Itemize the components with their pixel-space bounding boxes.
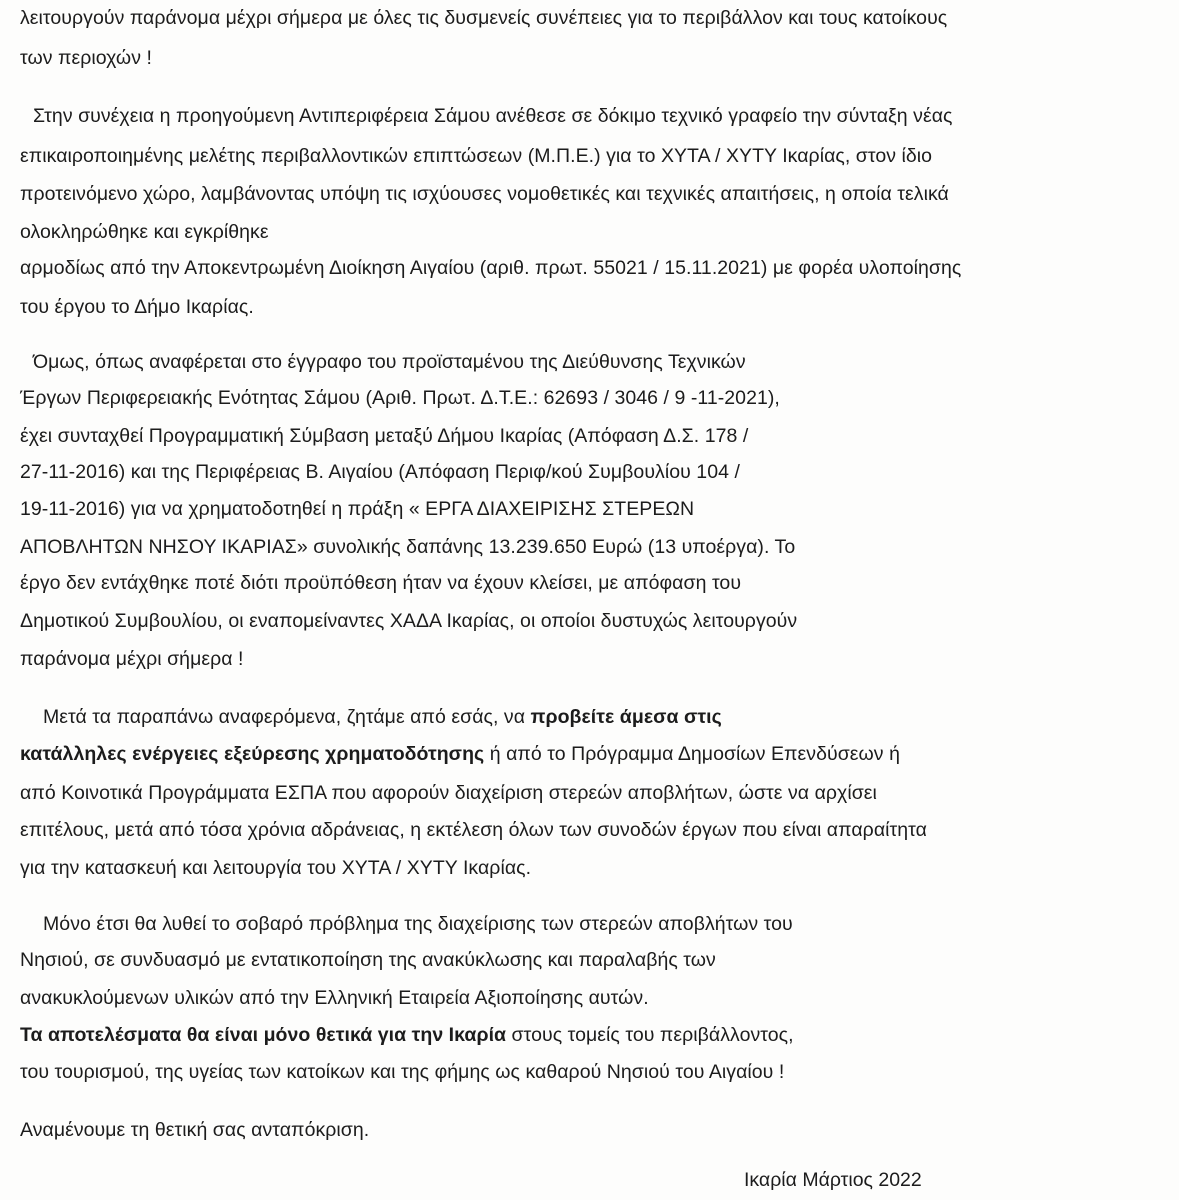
text-normal: Μετά τα παραπάνω αναφερόμενα, ζητάμε από εσάς, να [43,706,531,728]
text-line: ΑΠΟΒΛΗΤΩΝ ΝΗΣΟΥ ΙΚΑΡΙΑΣ» συνολικής δαπάνης 13.239.650 Ευρώ (13 υποέργα). Το [20,536,796,558]
text-line: έργο δεν εντάχθηκε ποτέ διότι προϋπόθεση ήταν να έχουν κλείσει, με απόφαση του [20,572,742,594]
text-line: Έργων Περιφερειακής Ενότητας Σάμου (Αριθ. Πρωτ. Δ.Τ.Ε.: 62693 / 3046 / 9 -11-2021), [20,387,780,409]
text-bold: προβείτε άμεσα στις [530,706,722,728]
text-line: επικαιροποιημένης μελέτης περιβαλλοντικών επιπτώσεων (Μ.Π.Ε.) για το ΧΥΤΑ / ΧΥΤΥ Ικαρίας, στον ίδιο [20,145,933,167]
text-line: έχει συνταχθεί Προγραμματική Σύμβαση μεταξύ Δήμου Ικαρίας (Απόφαση Δ.Σ. 178 / [20,425,749,447]
text-line: Αναμένουμε τη θετική σας ανταπόκριση. [20,1119,370,1141]
text-line: Στην συνέχεια η προηγούμενη Αντιπεριφέρεια Σάμου ανέθεσε σε δόκιμο τεχνικό γραφείο την σύνταξη νέας [33,105,953,127]
text-line [20,742,900,766]
text-line: αρμοδίως από την Αποκεντρωμένη Διοίκηση Αιγαίου (αριθ. πρωτ. 55021 / 15.11.2021) με φορέα υλοποίησης [20,257,962,279]
text-line: 19-11-2016) για να χρηματοδοτηθεί η πράξη « ΕΡΓΑ ΔΙΑΧΕΙΡΙΣΗΣ ΣΤΕΡΕΩΝ [20,498,695,520]
text-line [20,1023,794,1047]
text-line: 27-11-2016) και της Περιφέρειας Β. Αιγαίου (Απόφαση Περιφ/κού Συμβουλίου 104 / [20,461,740,483]
text-line: των περιοχών ! [20,47,152,69]
text-normal: στους τομείς του περιβάλλοντος, [506,1024,794,1046]
text-normal: ή από το Πρόγραμμα Δημοσίων Επενδύσεων ή [484,743,900,765]
text-line: Μόνο έτσι θα λυθεί το σοβαρό πρόβλημα της διαχείρισης των στερεών αποβλήτων του [43,913,793,935]
signoff-date: Ικαρία Μάρτιος 2022 [744,1169,922,1191]
text-line: ολοκληρώθηκε και εγκρίθηκε [20,221,269,243]
text-line: για την κατασκευή και λειτουργία του ΧΥΤΑ / ΧΥΤΥ Ικαρίας. [20,857,532,879]
text-line: λειτουργούν παράνομα μέχρι σήμερα με όλες τις δυσμενείς συνέπειες για το περιβάλλον και τους κατοίκους [20,7,948,29]
text-bold: κατάλληλες ενέργειες εξεύρεσης χρηματοδότησης [20,743,485,765]
text-line: ανακυκλούμενων υλικών από την Ελληνική Εταιρεία Αξιοποίησης αυτών. [20,987,649,1009]
text-line [43,705,722,729]
text-line: προτεινόμενο χώρο, λαμβάνοντας υπόψη τις ισχύουσες νομοθετικές και τεχνικές απαιτήσεις, η οποία τελικά [20,183,949,205]
text-bold: Τα αποτελέσματα θα είναι μόνο θετικά για την Ικαρία [20,1024,507,1046]
text-line: Δημοτικού Συμβουλίου, οι εναπομείναντες ΧΑΔΑ Ικαρίας, οι οποίοι δυστυχώς λειτουργούν [20,610,798,632]
text-line: του τουρισμού, της υγείας των κατοίκων και της φήμης ως καθαρού Νησιού του Αιγαίου ! [20,1061,785,1083]
text-line: Όμως, όπως αναφέρεται στο έγγραφο του προϊσταμένου της Διεύθυνσης Τεχνικών [33,351,746,373]
text-line: επιτέλους, μετά από τόσα χρόνια αδράνειας, η εκτέλεση όλων των συνοδών έργων που είναι απαραίτητα [20,819,927,841]
text-line: από Κοινοτικά Προγράμματα ΕΣΠΑ που αφορούν διαχείριση στερεών αποβλήτων, ώστε να αρχίσει [20,782,877,804]
text-line: Νησιού, σε συνδυασμό με εντατικοποίηση της ανακύκλωσης και παραλαβής των [20,949,716,971]
text-line: παράνομα μέχρι σήμερα ! [20,648,244,670]
text-line: του έργου το Δήμο Ικαρίας. [20,296,254,318]
